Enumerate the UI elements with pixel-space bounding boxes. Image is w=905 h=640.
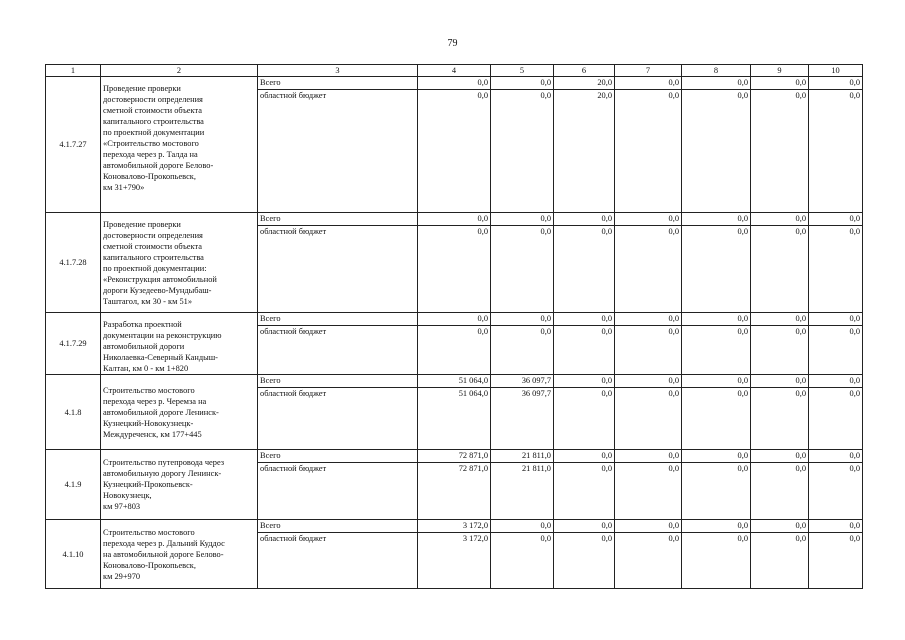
description-line: автомобильной дороге Белово- [103, 161, 214, 170]
value-regional: 0,0 [795, 91, 806, 100]
description-line: Николаевка-Северный Кандыш- [103, 353, 218, 362]
value-total: 0,0 [809, 520, 862, 533]
value-regional: 0,0 [849, 91, 860, 100]
value-total: 0,0 [491, 213, 553, 226]
value-cell [418, 450, 491, 520]
value-regional: 21 811,0 [521, 464, 551, 473]
description-line: достоверности определения [103, 231, 203, 240]
table-row [46, 77, 863, 213]
value-cell [751, 213, 809, 313]
value-regional: 0,0 [477, 327, 488, 336]
value-total: 0,0 [751, 77, 808, 90]
value-cell [809, 213, 863, 313]
column-header: 4 [418, 65, 491, 77]
value-total: 0,0 [554, 313, 614, 326]
value-regional: 0,0 [849, 227, 860, 236]
value-total: 0,0 [809, 77, 862, 90]
value-regional: 0,0 [737, 389, 748, 398]
value-regional: 0,0 [737, 227, 748, 236]
description-line: капитального строительства [103, 253, 204, 262]
value-regional: 20,0 [597, 91, 612, 100]
description-line: перехода через р. Талда на [103, 150, 198, 159]
description-line: перехода через р. Дальний Куддос [103, 538, 225, 548]
value-total: 0,0 [751, 450, 808, 463]
description-line: Строительство мостового [103, 527, 195, 537]
description-line: Строительство путепровода через [103, 458, 225, 467]
column-number-row [46, 65, 863, 77]
value-total: 0,0 [418, 313, 490, 326]
funding-source-regional: областной бюджет [260, 327, 327, 336]
value-cell [491, 450, 554, 520]
value-regional: 0,0 [795, 389, 806, 398]
value-cell [615, 450, 682, 520]
column-header: 10 [809, 65, 863, 77]
value-cell [491, 77, 554, 213]
table-row [46, 450, 863, 520]
funding-source-total: Всего [258, 213, 417, 226]
description-line: на автомобильной дороге Белово- [103, 549, 224, 559]
funding-source-total: Всего [258, 450, 417, 463]
value-regional: 0,0 [601, 389, 612, 398]
value-regional: 0,0 [737, 464, 748, 473]
value-regional: 0,0 [540, 91, 551, 100]
row-description [101, 450, 258, 520]
value-regional: 3 172,0 [462, 534, 488, 543]
value-regional: 0,0 [849, 464, 860, 473]
value-total: 51 064,0 [418, 375, 490, 388]
row-description [101, 77, 258, 213]
column-header: 9 [751, 65, 809, 77]
description-line: по проектной документации: [103, 264, 207, 273]
column-header: 6 [554, 65, 615, 77]
value-regional: 0,0 [737, 327, 748, 336]
description-line: Калтан, км 0 - км 1+820 [103, 364, 189, 373]
description-line: автомобильной дороги [103, 342, 185, 351]
description-line: Кузнецкий-Прокопьевск- [103, 480, 193, 489]
row-description [101, 313, 258, 375]
row-code: 4.1.10 [46, 520, 101, 589]
funding-source-cell [258, 375, 418, 450]
value-regional: 0,0 [795, 227, 806, 236]
value-total: 0,0 [615, 450, 681, 463]
value-regional: 0,0 [540, 534, 551, 543]
value-cell [809, 520, 863, 589]
value-total: 0,0 [682, 77, 750, 90]
description-line: Таштагол, км 30 - км 51» [103, 297, 193, 306]
value-regional: 0,0 [795, 464, 806, 473]
value-total: 0,0 [751, 520, 808, 533]
value-regional: 0,0 [477, 227, 488, 236]
funding-source-cell [258, 520, 418, 589]
value-cell [418, 375, 491, 450]
column-header: 1 [46, 65, 101, 77]
value-regional: 0,0 [737, 91, 748, 100]
value-cell [554, 77, 615, 213]
value-cell [418, 77, 491, 213]
value-cell [751, 375, 809, 450]
value-total: 0,0 [615, 213, 681, 226]
value-regional: 0,0 [737, 534, 748, 543]
value-regional: 0,0 [477, 91, 488, 100]
description-line: автомобильной дороге Ленинск- [103, 407, 219, 417]
value-cell [682, 213, 751, 313]
description-line: Проведение проверки [103, 84, 181, 93]
description-line: Междуреченск, км 177+445 [103, 429, 202, 439]
funding-source-cell [258, 313, 418, 375]
value-regional: 0,0 [668, 534, 679, 543]
value-regional: 0,0 [540, 227, 551, 236]
value-total: 0,0 [751, 375, 808, 388]
value-cell [682, 313, 751, 375]
table-row [46, 213, 863, 313]
value-regional: 0,0 [601, 327, 612, 336]
value-cell [554, 213, 615, 313]
value-total: 0,0 [682, 313, 750, 326]
value-total: 0,0 [682, 520, 750, 533]
value-regional: 0,0 [668, 227, 679, 236]
value-total: 0,0 [682, 450, 750, 463]
value-cell [615, 313, 682, 375]
value-regional: 0,0 [540, 327, 551, 336]
description-line: км 97+803 [103, 502, 141, 511]
funding-source-regional: областной бюджет [260, 534, 327, 543]
value-total: 0,0 [418, 77, 490, 90]
value-total: 21 811,0 [491, 450, 553, 463]
value-total: 0,0 [809, 213, 862, 226]
value-total: 20,0 [554, 77, 614, 90]
row-code: 4.1.8 [46, 375, 101, 450]
value-cell [682, 77, 751, 213]
value-regional: 0,0 [601, 227, 612, 236]
value-total: 0,0 [809, 375, 862, 388]
value-regional: 0,0 [668, 464, 679, 473]
description-line: «Реконструкция автомобильной [103, 275, 217, 284]
description-line: дороги Кузедеево-Мундыбаш- [103, 286, 212, 295]
value-regional: 0,0 [601, 534, 612, 543]
budget-table [45, 64, 863, 589]
value-cell [809, 375, 863, 450]
page-number: 79 [447, 38, 458, 49]
value-total: 0,0 [751, 313, 808, 326]
table-body [46, 77, 863, 589]
row-description [101, 520, 258, 589]
value-regional: 0,0 [795, 534, 806, 543]
value-cell [554, 520, 615, 589]
value-regional: 0,0 [668, 91, 679, 100]
value-regional: 0,0 [795, 327, 806, 336]
value-cell [554, 375, 615, 450]
funding-source-regional: областной бюджет [260, 227, 327, 236]
value-cell [682, 375, 751, 450]
value-cell [418, 520, 491, 589]
value-regional: 0,0 [601, 464, 612, 473]
description-line: Кузнецкий-Новокузнецк- [103, 418, 194, 428]
value-total: 0,0 [809, 313, 862, 326]
value-regional: 0,0 [849, 534, 860, 543]
value-cell [682, 450, 751, 520]
value-cell [751, 313, 809, 375]
description-line: автомобильную дорогу Ленинск- [103, 469, 222, 478]
description-line: км 31+790» [103, 183, 145, 192]
value-total: 0,0 [751, 213, 808, 226]
value-regional: 0,0 [668, 389, 679, 398]
value-total: 0,0 [682, 375, 750, 388]
table-row [46, 375, 863, 450]
value-total: 0,0 [554, 213, 614, 226]
value-total: 0,0 [809, 450, 862, 463]
funding-source-total: Всего [258, 77, 417, 90]
description-line: капитального строительства [103, 117, 204, 126]
value-cell [491, 313, 554, 375]
value-cell [615, 520, 682, 589]
row-code: 4.1.9 [46, 450, 101, 520]
value-total: 0,0 [554, 450, 614, 463]
table-row [46, 313, 863, 375]
value-regional: 0,0 [849, 389, 860, 398]
value-total: 0,0 [491, 520, 553, 533]
value-total: 36 097,7 [491, 375, 553, 388]
description-line: перехода через р. Черемза на [103, 396, 207, 406]
description-line: по проектной документации [103, 128, 205, 137]
description-line: Проведение проверки [103, 220, 181, 229]
value-total: 0,0 [615, 77, 681, 90]
row-description [101, 213, 258, 313]
value-total: 0,0 [491, 77, 553, 90]
row-code: 4.1.7.27 [46, 77, 101, 213]
funding-source-regional: областной бюджет [260, 389, 327, 398]
value-total: 0,0 [554, 520, 614, 533]
description-line: Строительство мостового [103, 385, 195, 395]
value-cell [615, 375, 682, 450]
funding-source-cell [258, 213, 418, 313]
value-cell [615, 213, 682, 313]
column-header: 3 [258, 65, 418, 77]
funding-source-cell [258, 77, 418, 213]
value-regional: 72 871,0 [458, 464, 488, 473]
value-cell [751, 450, 809, 520]
table-row [46, 520, 863, 589]
description-line: Новокузнецк, [103, 491, 152, 500]
value-cell [682, 520, 751, 589]
value-cell [809, 450, 863, 520]
value-total: 3 172,0 [418, 520, 490, 533]
description-line: Разработка проектной [103, 320, 182, 329]
column-header: 5 [491, 65, 554, 77]
value-regional: 0,0 [668, 327, 679, 336]
value-total: 0,0 [491, 313, 553, 326]
funding-source-total: Всего [258, 375, 417, 388]
value-cell [491, 213, 554, 313]
value-total: 0,0 [615, 375, 681, 388]
description-line: сметной стоимости объекта [103, 106, 202, 115]
value-cell [615, 77, 682, 213]
value-cell [554, 313, 615, 375]
value-total: 72 871,0 [418, 450, 490, 463]
funding-source-total: Всего [258, 313, 417, 326]
column-header: 7 [615, 65, 682, 77]
value-cell [809, 313, 863, 375]
funding-source-regional: областной бюджет [260, 464, 327, 473]
column-header: 2 [101, 65, 258, 77]
description-line: Коновалово-Прокопьевск, [103, 172, 196, 181]
description-line: «Строительство мостового [103, 139, 199, 148]
description-line: км 29+970 [103, 571, 141, 581]
row-code: 4.1.7.29 [46, 313, 101, 375]
value-regional: 0,0 [849, 327, 860, 336]
funding-source-regional: областной бюджет [260, 91, 327, 100]
column-header: 8 [682, 65, 751, 77]
funding-source-total: Всего [258, 520, 417, 533]
description-line: сметной стоимости объекта [103, 242, 202, 251]
value-cell [491, 520, 554, 589]
funding-source-cell [258, 450, 418, 520]
description-line: документации на реконструкцию [103, 331, 222, 340]
value-cell [751, 77, 809, 213]
description-line: достоверности определения [103, 95, 203, 104]
description-line: Коновалово-Прокопьевск, [103, 560, 196, 570]
value-total: 0,0 [682, 213, 750, 226]
value-total: 0,0 [615, 520, 681, 533]
value-regional: 51 064,0 [458, 389, 488, 398]
row-code: 4.1.7.28 [46, 213, 101, 313]
value-cell [554, 450, 615, 520]
value-regional: 36 097,7 [521, 389, 551, 398]
value-total: 0,0 [554, 375, 614, 388]
value-cell [809, 77, 863, 213]
value-cell [418, 313, 491, 375]
value-total: 0,0 [418, 213, 490, 226]
value-cell [751, 520, 809, 589]
value-cell [491, 375, 554, 450]
value-total: 0,0 [615, 313, 681, 326]
value-cell [418, 213, 491, 313]
row-description [101, 375, 258, 450]
